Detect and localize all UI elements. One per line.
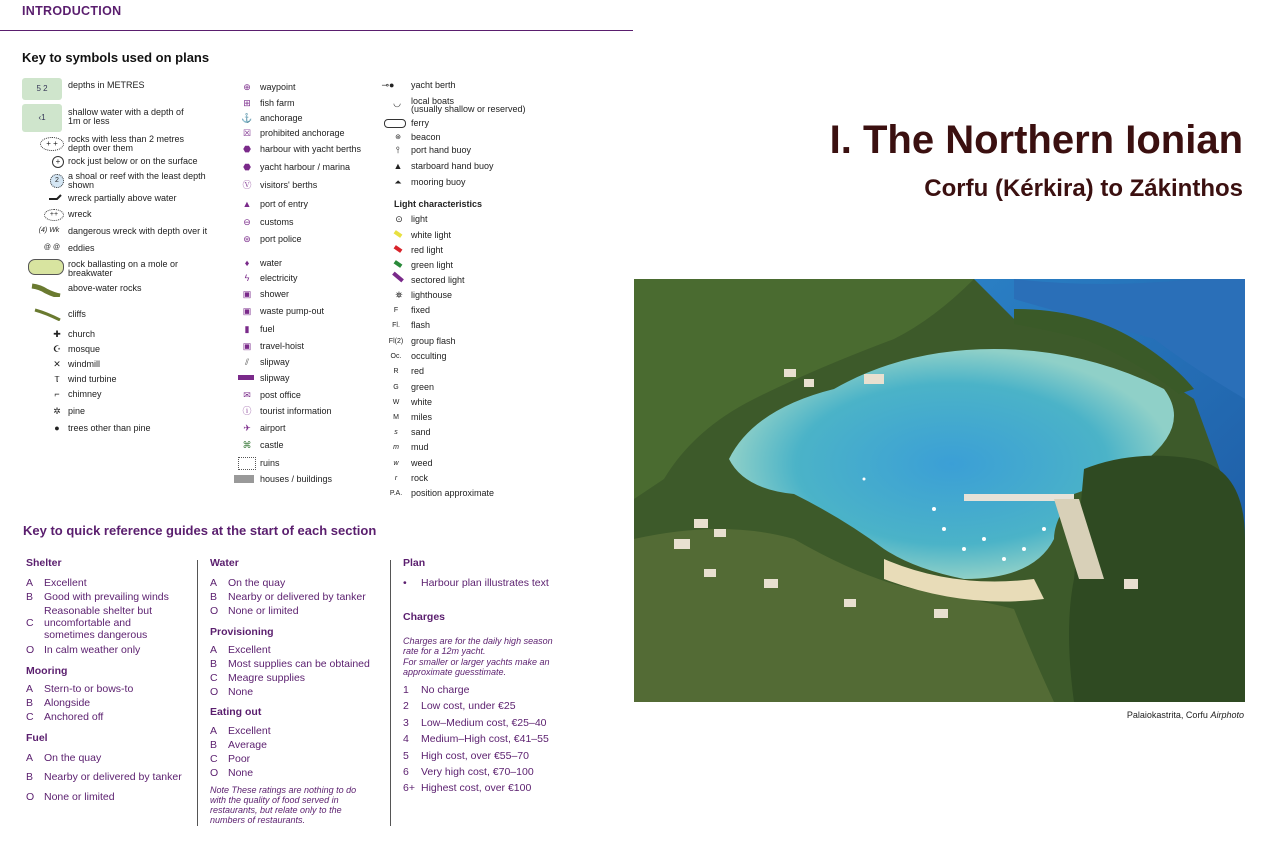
symbol-label: mosque [68, 344, 101, 354]
shoal-icon: 2 [50, 174, 64, 188]
electricity-icon: ϟ [244, 273, 250, 283]
fuel-icon: ▮ [244, 324, 250, 334]
plan-bullet: • [403, 577, 407, 589]
port-police-icon: ⊛ [243, 234, 251, 244]
charges-note-line: approximate guesstimate. [403, 667, 507, 677]
provisioning-heading: Provisioning [210, 626, 274, 638]
symbol-label: green light [411, 260, 454, 270]
rating-letter: C [210, 672, 218, 684]
symbol-label: fish farm [260, 98, 295, 108]
port-buoy-icon: ⫯ [396, 145, 400, 155]
symbol-label: dangerous wreck with depth over it [68, 226, 208, 236]
symbol-label: sectored light [411, 275, 465, 285]
anchor-icon: ⚓ [241, 113, 253, 123]
rating-text: None or limited [228, 605, 299, 617]
symbol-label: slipway [260, 357, 290, 367]
charge-text: Low cost, under €25 [421, 700, 516, 712]
airport-icon: ✈ [243, 423, 251, 433]
symbol-label: electricity [260, 273, 298, 283]
rating-letter: B [210, 739, 218, 751]
column-divider [197, 560, 198, 826]
light-abbr: P.A. [389, 490, 403, 497]
light-abbr: r [394, 475, 398, 482]
eating-note-line: with the quality of food served in [210, 795, 339, 805]
rating-letter: B [210, 591, 218, 603]
shelter-heading: Shelter [26, 557, 62, 569]
castle-icon: ⌘ [242, 440, 252, 450]
rating-text: On the quay [44, 752, 102, 764]
white-light-icon [394, 230, 403, 238]
symbol-label: chimney [68, 389, 102, 399]
houses-icon [234, 475, 254, 483]
charge-code: 6 [403, 766, 409, 778]
symbol-label: port hand buoy [411, 145, 472, 155]
pine-icon: ✲ [53, 406, 61, 416]
rating-text: Nearby or delivered by tanker [44, 771, 182, 783]
symbol-label: starboard hand buoy [411, 161, 494, 171]
symbol-label-2: depth over them [68, 143, 134, 153]
symbol-label: white light [411, 230, 452, 240]
rating-letter: O [210, 605, 219, 617]
symbol-label: wind turbine [68, 374, 117, 384]
symbol-label: post office [260, 390, 301, 400]
symbol-label: castle [260, 440, 284, 450]
waste-pump-icon: ▣ [242, 306, 252, 316]
rating-text: Excellent [44, 577, 87, 589]
rating-letter: C [210, 753, 218, 765]
rock-surface-icon: + [52, 156, 64, 168]
quick-ref-col2 [210, 557, 390, 829]
symbol-label: church [68, 329, 96, 339]
cliffs-icon [34, 307, 62, 321]
fuel-heading: Fuel [26, 732, 48, 744]
light-characteristics-heading: Light characteristics [394, 199, 483, 209]
windmill-icon: ✕ [53, 359, 61, 369]
rating-text: None [228, 686, 254, 698]
quick-ref-col1 [26, 557, 196, 807]
light-abbr: F [393, 307, 399, 314]
symbol-label: airport [260, 423, 286, 433]
rating-text: On the quay [228, 577, 286, 589]
eating-note-line: restaurants, but relate only to the [210, 805, 342, 815]
red-light-icon [394, 245, 403, 253]
charges-note-line: Charges are for the daily high season [403, 636, 553, 646]
charge-text: Very high cost, €70–100 [421, 766, 534, 778]
rating-letter: A [26, 577, 34, 589]
rating-letter: C [26, 617, 34, 629]
rating-text: uncomfortable and [44, 617, 131, 629]
rating-text: Most supplies can be obtained [228, 658, 370, 670]
symbols-col2 [236, 82, 376, 492]
quick-ref-title: Key to quick reference guides at the start of each section [23, 523, 377, 538]
charge-code: 2 [403, 700, 409, 712]
rating-letter: O [210, 767, 219, 779]
symbol-label: flash [411, 320, 431, 330]
symbol-label: white [411, 397, 433, 407]
symbol-label: port of entry [260, 199, 309, 209]
symbol-label: local boats [411, 96, 455, 106]
charge-text: Highest cost, over €100 [421, 782, 532, 794]
post-office-icon: ✉ [243, 390, 251, 400]
visitors-berths-icon: Ⓥ [242, 180, 252, 190]
charge-code: 4 [403, 733, 409, 745]
symbol-label: shower [260, 289, 290, 299]
symbol-label: group flash [411, 336, 456, 346]
above-water-rocks-icon [30, 283, 62, 297]
header-rule [0, 30, 633, 31]
symbol-label: rocks with less than 2 metres [68, 134, 185, 144]
shower-icon: ▣ [242, 289, 252, 299]
symbol-label: mooring buoy [411, 177, 466, 187]
symbol-label: ruins [260, 458, 280, 468]
symbols-col1 [22, 78, 227, 438]
light-abbr: Fl(2) [388, 338, 404, 345]
symbol-label: visitors' berths [260, 180, 318, 190]
symbol-label: waste pump-out [260, 306, 325, 316]
charges-note-line: For smaller or larger yachts make an [403, 657, 550, 667]
church-icon: ✚ [53, 329, 61, 339]
symbol-label: occulting [411, 351, 447, 361]
beacon-icon: ⊛ [395, 134, 401, 141]
rating-letter: A [210, 725, 218, 737]
ruins-icon [238, 457, 256, 470]
wreck-icon: ++ [44, 209, 64, 221]
photo-caption [1127, 710, 1244, 720]
symbol-label: port police [260, 234, 302, 244]
symbol-label: depths in METRES [68, 80, 145, 90]
travel-hoist-icon: ▣ [242, 341, 252, 351]
plan-heading: Plan [403, 557, 426, 569]
rating-text: Poor [228, 753, 251, 765]
chapter-title: I. The Northern Ionian [829, 118, 1243, 162]
rocks-shallow-icon: + + [40, 137, 64, 151]
symbol-label: green [411, 382, 435, 392]
rating-letter: B [26, 591, 34, 603]
symbol-label: weed [411, 458, 433, 468]
key-symbols-title: Key to symbols used on plans [22, 50, 210, 65]
rating-letter: B [210, 658, 218, 670]
shallow-icon: ‹1 [22, 104, 62, 132]
slipway-icon: ⫽ [244, 357, 249, 367]
plan-text: Harbour plan illustrates text [421, 577, 549, 589]
symbol-label: mud [411, 442, 429, 452]
light-abbr: s [394, 429, 398, 436]
light-abbr: M [393, 414, 399, 421]
symbol-label: miles [411, 412, 433, 422]
charge-code: 6+ [403, 782, 415, 794]
symbol-label: houses / buildings [260, 474, 333, 484]
mooring-buoy-icon: ⏶ [394, 177, 402, 187]
symbol-label: anchorage [260, 113, 303, 123]
rating-text: Excellent [228, 725, 271, 737]
depth-icon: 5 2 [22, 78, 62, 100]
symbol-label: lighthouse [411, 290, 453, 300]
caption-place: Palaiokastrita, Corfu [1126, 710, 1208, 720]
symbol-label: harbour with yacht berths [260, 144, 362, 154]
tree-icon: ● [54, 423, 60, 433]
charge-code: 5 [403, 750, 409, 762]
rating-text: Alongside [44, 697, 91, 709]
symbol-label: light [411, 214, 428, 224]
symbol-label: shallow water with a depth of [68, 107, 184, 117]
aerial-photo [634, 279, 1245, 702]
charges-heading: Charges [403, 611, 446, 623]
symbol-label: rock ballasting on a mole or [68, 259, 179, 269]
charge-code: 1 [403, 684, 409, 696]
symbol-label: fixed [411, 305, 431, 315]
charge-text: High cost, over €55–70 [421, 750, 529, 762]
rating-letter: A [26, 752, 34, 764]
charge-text: Medium–High cost, €41–55 [421, 733, 549, 745]
charge-text: No charge [421, 684, 470, 696]
symbol-label: rock [411, 473, 429, 483]
prohibited-anchor-icon: ☒ [242, 128, 252, 138]
symbol-label: windmill [68, 359, 101, 369]
eddies-icon: @ @ [43, 244, 61, 251]
rating-text: Excellent [228, 644, 271, 656]
symbol-label: position approximate [411, 488, 495, 498]
rating-letter: A [26, 683, 34, 695]
eating-note-line: numbers of restaurants. [210, 815, 306, 825]
rating-letter: B [26, 771, 34, 783]
mosque-icon: ☪ [52, 344, 62, 354]
symbol-label: wreck partially above water [68, 193, 177, 203]
lighthouse-icon: ⛯ [395, 290, 403, 300]
symbol-label-2: 1m or less [68, 116, 110, 126]
symbol-label: customs [260, 217, 294, 227]
symbol-label: slipway [260, 373, 290, 383]
dangerous-wreck-icon: (4) Wk [38, 227, 60, 234]
rating-letter: O [210, 686, 219, 698]
yacht-berth-icon: ⊸● [381, 80, 395, 90]
harbour-icon: ⬣ [243, 144, 251, 154]
symbol-label: yacht harbour / marina [260, 162, 351, 172]
rating-letter: A [210, 644, 218, 656]
rating-text: Good with prevailing winds [44, 591, 169, 603]
symbol-label: rock just below or on the surface [68, 156, 198, 166]
symbol-label: sand [411, 427, 431, 437]
light-abbr: Fl. [392, 322, 400, 329]
water-heading: Water [210, 557, 239, 569]
rating-text: sometimes dangerous [44, 629, 148, 641]
customs-icon: ⊖ [243, 217, 251, 227]
section-header: INTRODUCTION [22, 4, 122, 18]
eating-heading: Eating out [210, 706, 262, 718]
symbol-label: eddies [68, 243, 95, 253]
starboard-buoy-icon: ▲ [393, 161, 403, 171]
rating-letter: B [26, 697, 34, 709]
marina-icon: ⬣ [243, 162, 251, 172]
light-abbr: R [393, 368, 399, 375]
symbol-label: red [411, 366, 425, 376]
symbol-label-2: breakwater [68, 268, 113, 278]
rating-text: In calm weather only [44, 644, 141, 656]
wreck-partial-icon [48, 193, 62, 202]
rating-text: Reasonable shelter but [44, 605, 152, 617]
symbol-label-2: (usually shallow or reserved) [411, 104, 526, 114]
symbol-label: cliffs [68, 309, 86, 319]
light-abbr: W [392, 399, 400, 406]
symbol-label-2: shown [68, 180, 95, 190]
light-abbr: G [393, 384, 399, 391]
chimney-icon: ⌐ [54, 389, 60, 399]
local-boats-icon: ◡ [393, 98, 401, 108]
slipway2-icon [238, 375, 254, 380]
water-icon: ♦ [244, 258, 250, 268]
symbol-label: fuel [260, 324, 275, 334]
symbol-label: ferry [411, 118, 429, 128]
waypoint-icon: ⊕ [243, 82, 251, 92]
mooring-heading: Mooring [26, 665, 68, 677]
rating-letter: C [26, 711, 34, 723]
tourist-info-icon: ⓘ [242, 406, 252, 416]
rating-text: Meagre supplies [228, 672, 306, 684]
rating-text: Nearby or delivered by tanker [228, 591, 366, 603]
symbols-col3 [372, 80, 542, 500]
wind-turbine-icon: Ⲧ [54, 374, 60, 384]
rating-text: Anchored off [44, 711, 104, 723]
chapter-subtitle: Corfu (Kérkira) to Zákinthos [924, 175, 1243, 202]
rating-letter: A [210, 577, 218, 589]
sectored-light-icon [392, 272, 404, 283]
rating-text: None [228, 767, 254, 779]
eating-note-line: Note These ratings are nothing to do [210, 785, 357, 795]
column-divider [390, 560, 391, 826]
port-entry-icon: ▲ [242, 199, 252, 209]
symbol-label: travel-hoist [260, 341, 305, 351]
rating-text: Average [228, 739, 267, 751]
symbol-label: waypoint [260, 82, 296, 92]
charges-note-line: rate for a 12m yacht. [403, 646, 486, 656]
symbol-label: above-water rocks [68, 283, 142, 293]
caption-credit: Airphoto [1210, 710, 1244, 720]
symbol-label: tourist information [260, 406, 332, 416]
symbol-label: yacht berth [411, 80, 456, 90]
fish-farm-icon: ⊞ [243, 98, 251, 108]
ferry-icon [384, 119, 406, 128]
symbol-label: water [260, 258, 283, 268]
symbol-label: pine [68, 406, 86, 416]
rating-text: Stern-to or bows-to [44, 683, 134, 695]
light-abbr: w [393, 460, 399, 467]
rock-ballasting-icon [28, 259, 64, 275]
symbol-label: red light [411, 245, 444, 255]
light-abbr: m [393, 444, 399, 451]
quick-ref-col3 [403, 557, 603, 802]
light-abbr: Oc. [390, 353, 402, 360]
rating-letter: O [26, 644, 35, 656]
symbol-label: a shoal or reef with the least depth [68, 171, 206, 181]
charge-text: Low–Medium cost, €25–40 [421, 717, 547, 729]
green-light-icon [394, 260, 403, 268]
symbol-label: beacon [411, 132, 441, 142]
symbol-label: prohibited anchorage [260, 128, 345, 138]
rating-text: None or limited [44, 791, 115, 803]
charge-code: 3 [403, 717, 409, 729]
light-icon: ⊙ [395, 214, 403, 224]
symbol-label: trees other than pine [68, 423, 151, 433]
symbol-label: wreck [68, 209, 92, 219]
rating-letter: O [26, 791, 35, 803]
